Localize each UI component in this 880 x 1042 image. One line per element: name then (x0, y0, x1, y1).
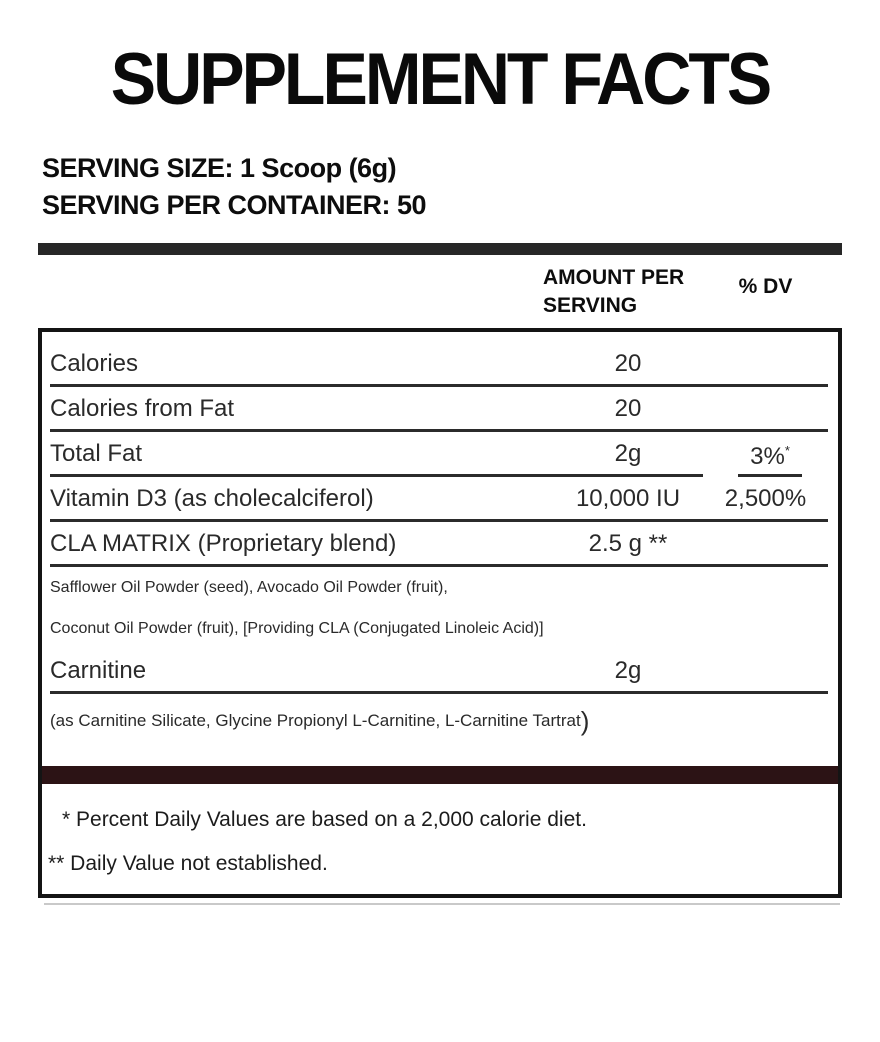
page-title: SUPPLEMENT FACTS (110, 37, 770, 121)
nutrient-amount: 2g (553, 440, 703, 477)
servings-per-container: SERVING PER CONTAINER: 50 (42, 190, 427, 220)
footnotes-section (42, 784, 838, 894)
nutrient-name: Vitamin D3 (as cholecalciferol) (50, 485, 374, 512)
nutrient-amount: 2.5 g ** (588, 530, 668, 557)
supplement-facts-box (38, 328, 842, 898)
table-row-cla-matrix (50, 522, 828, 567)
serving-info (42, 150, 880, 224)
nutrient-amount: 20 (614, 395, 642, 422)
cla-ingredients-line1: Safflower Oil Powder (seed), Avocado Oil Powder (fruit), (50, 578, 448, 596)
serving-size: SERVING SIZE: 1 Scoop (6g) (42, 153, 397, 183)
dv-value-with-note (738, 443, 802, 477)
nutrient-name: Total Fat (50, 440, 553, 477)
carnitine-ingredients-line (50, 699, 828, 743)
table-row-total-fat (50, 432, 828, 477)
bottom-shadow-line (44, 903, 840, 905)
nutrient-name: Calories from Fat (50, 395, 235, 422)
header-spacer (50, 264, 543, 320)
amount-per-serving-header (543, 264, 703, 320)
table-row-calories-from-fat (50, 387, 828, 432)
footnote-percent-dv: * Percent Daily Values are based on a 2,000 calorie diet. (62, 808, 587, 831)
nutrient-dv: 2,500% (724, 485, 807, 512)
gap-before-accent-bar (50, 743, 828, 766)
table-column-header (42, 264, 838, 320)
nutrient-dv (712, 443, 828, 477)
carnitine-ingredients-text: (as Carnitine Silicate, Glycine Propionyl L-Carnitine, L-Carnitine Tartrat (50, 711, 581, 730)
cla-ingredients-line2: Coconut Oil Powder (fruit), [Providing CLA (Conjugated Linoleic Acid)] (50, 619, 544, 637)
nutrient-amount: 2g (614, 657, 642, 684)
nutrient-dv (703, 378, 828, 384)
facts-table (42, 332, 838, 766)
nutrient-dv (703, 685, 828, 691)
nutrient-name: Calories (50, 350, 139, 377)
nutrient-dv (703, 558, 828, 564)
percent-dv-header: % DV (738, 275, 793, 298)
nutrient-amount: 20 (614, 350, 642, 377)
nutrient-amount: 10,000 IU (575, 485, 681, 512)
nutrient-dv (703, 423, 828, 429)
maroon-accent-bar (42, 766, 838, 784)
table-row-calories (50, 332, 828, 387)
dv-asterisk-note: * (784, 443, 790, 458)
amount-header-line1: AMOUNT PER (543, 266, 685, 289)
table-row-carnitine (50, 649, 828, 694)
table-row-vitamin-d3 (50, 477, 828, 522)
dv-value: 3% (750, 443, 785, 470)
amount-header-line2: SERVING (543, 294, 638, 317)
nutrient-name: Carnitine (50, 657, 147, 684)
top-divider-bar (38, 243, 842, 255)
closing-paren: ) (580, 705, 590, 736)
footnote-dv-not-established: ** Daily Value not established. (48, 852, 328, 875)
nutrient-name: CLA MATRIX (Proprietary blend) (50, 530, 397, 557)
